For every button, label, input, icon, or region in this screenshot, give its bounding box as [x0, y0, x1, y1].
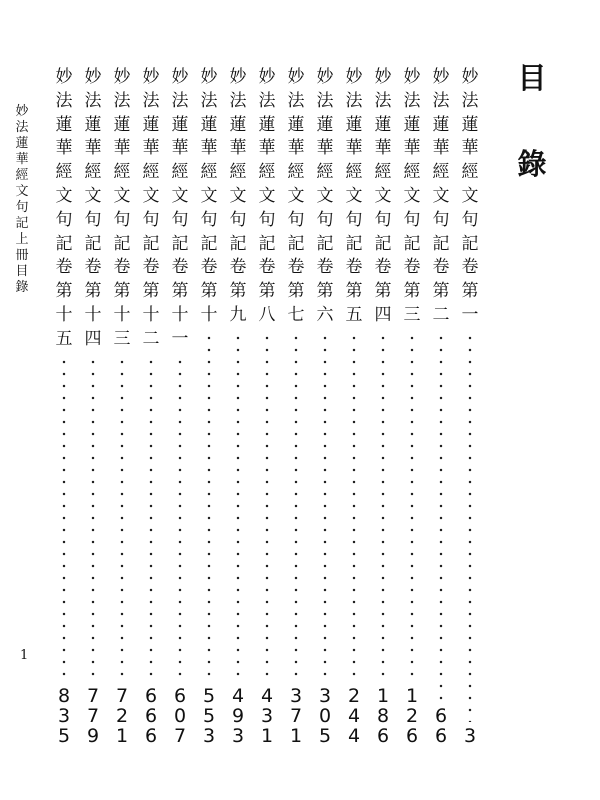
- toc-entry-page: 244: [347, 685, 361, 747]
- dot-leader: [439, 332, 443, 702]
- toc-entry[interactable]: [82, 66, 104, 746]
- dot-leader: [323, 332, 327, 682]
- toc-entry-title: 妙法蓮華經文句記卷第三: [403, 67, 421, 325]
- toc-entry[interactable]: [430, 66, 452, 746]
- toc-entry-page: 779: [86, 685, 100, 747]
- toc-entry-title: 妙法蓮華經文句記卷第十一: [171, 67, 189, 349]
- dot-leader: [91, 356, 95, 682]
- toc-entry[interactable]: [140, 66, 162, 746]
- toc-entry-title: 妙法蓮華經文句記卷第十二: [142, 67, 160, 349]
- toc-entry[interactable]: [227, 66, 249, 746]
- toc-entry-title: 妙法蓮華經文句記卷第一: [461, 67, 479, 325]
- toc-entry[interactable]: [459, 66, 481, 746]
- running-head: 妙法蓮華經文句記上冊目錄: [15, 104, 29, 295]
- dot-leader: [236, 332, 240, 682]
- toc-entry-page: 493: [231, 685, 245, 747]
- toc-entry-title: 妙法蓮華經文句記卷第八: [258, 67, 276, 325]
- toc-entry-title: 妙法蓮華經文句記卷第九: [229, 67, 247, 325]
- toc-entry[interactable]: [401, 66, 423, 746]
- toc-entry[interactable]: [314, 66, 336, 746]
- dot-leader: [149, 356, 153, 682]
- toc-entry-title: 妙法蓮華經文句記卷第十: [200, 67, 218, 325]
- toc-entry-page: 835: [57, 685, 71, 747]
- toc-entry[interactable]: [256, 66, 278, 746]
- dot-leader: [468, 332, 472, 722]
- toc-entry-page: 66: [434, 705, 448, 747]
- page-number: 1: [20, 648, 29, 663]
- dot-leader: [207, 332, 211, 682]
- toc-entry-page: 666: [144, 685, 158, 747]
- dot-leader: [178, 356, 182, 682]
- toc-entry-page: 431: [260, 685, 274, 747]
- toc-entry-page: 553: [202, 685, 216, 747]
- toc-entry-title: 妙法蓮華經文句記卷第五: [345, 67, 363, 325]
- dot-leader: [294, 332, 298, 682]
- toc-entry-page: 126: [405, 685, 419, 747]
- toc-entry-title: 妙法蓮華經文句記卷第七: [287, 67, 305, 325]
- toc-entry[interactable]: [343, 66, 365, 746]
- toc-entry-title: 妙法蓮華經文句記卷第二: [432, 67, 450, 325]
- toc-entry-page: 3: [463, 725, 477, 747]
- toc-entry-page: 721: [115, 685, 129, 747]
- toc-entry[interactable]: [372, 66, 394, 746]
- toc-entry-title: 妙法蓮華經文句記卷第十三: [113, 67, 131, 349]
- dot-leader: [265, 332, 269, 682]
- toc-entry-title: 妙法蓮華經文句記卷第十四: [84, 67, 102, 349]
- toc-entry-title: 妙法蓮華經文句記卷第六: [316, 67, 334, 325]
- dot-leader: [410, 332, 414, 682]
- toc-entry-title: 妙法蓮華經文句記卷第四: [374, 67, 392, 325]
- dot-leader: [381, 332, 385, 682]
- toc-entry[interactable]: [198, 66, 220, 746]
- toc-entry[interactable]: [53, 66, 75, 746]
- dot-leader: [120, 356, 124, 682]
- dot-leader: [62, 356, 66, 682]
- toc-entry-page: 305: [318, 685, 332, 747]
- toc-entry-page: 607: [173, 685, 187, 747]
- toc-entry-page: 186: [376, 685, 390, 747]
- toc-entry-page: 371: [289, 685, 303, 747]
- toc-entry[interactable]: [111, 66, 133, 746]
- heading-char-1: 目: [517, 61, 547, 95]
- toc-entry[interactable]: [169, 66, 191, 746]
- toc-entry[interactable]: [285, 66, 307, 746]
- dot-leader: [352, 332, 356, 682]
- toc-entry-title: 妙法蓮華經文句記卷第十五: [55, 67, 73, 349]
- heading-char-2: 錄: [517, 147, 547, 181]
